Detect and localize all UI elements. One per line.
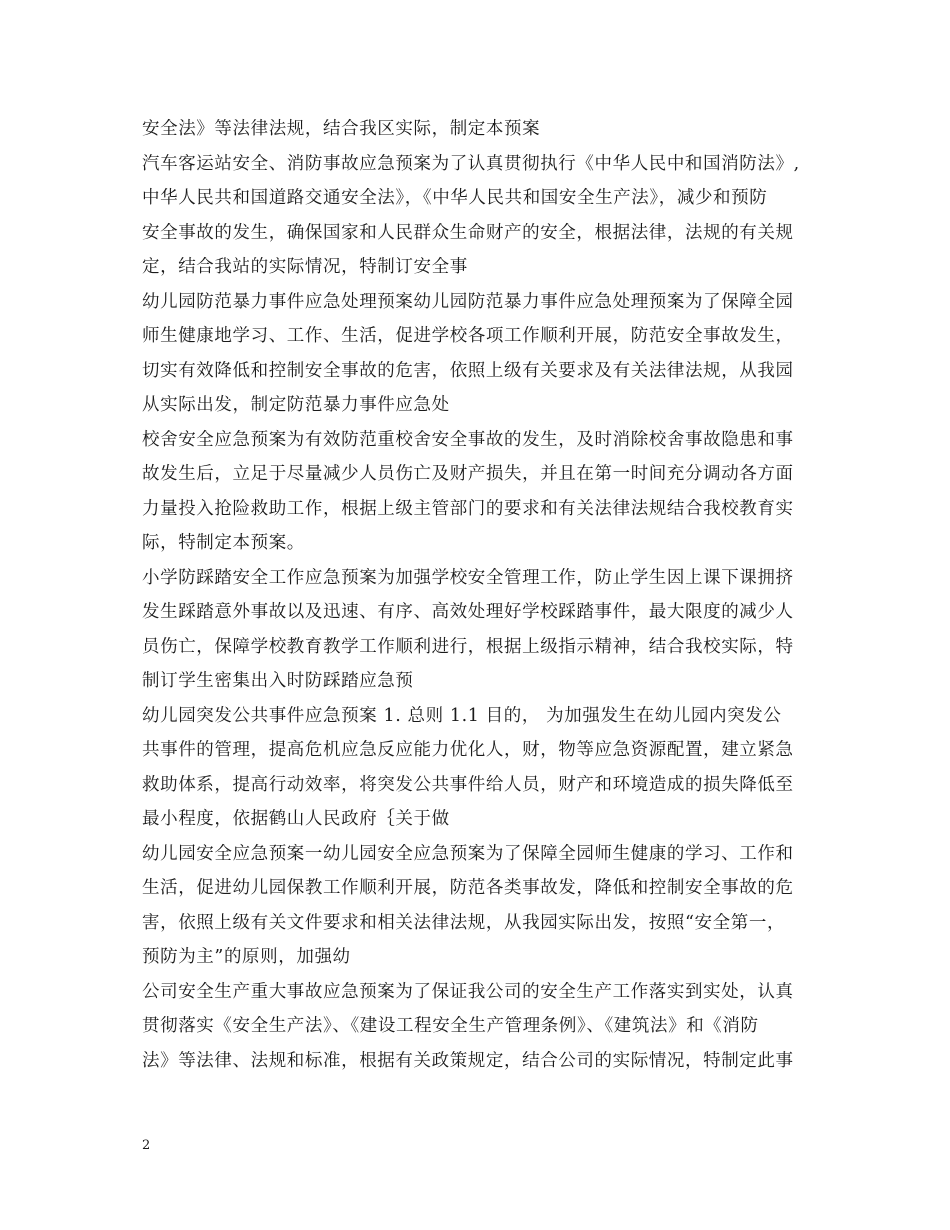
text-line: 安全法》等法律法规，结合我区实际，制定本预案 [142, 119, 541, 139]
document-body [142, 112, 822, 1078]
text-line: 师生健康地学习、工作、生活，促进学校各项工作顺利开展，防范安全事故发生， [142, 326, 794, 346]
text-line: 最小程度，依据鹤山人民政府｛关于做 [142, 809, 450, 829]
page-number: 2 [142, 1138, 151, 1153]
text-line: 预防为主”的原则，加强幼 [142, 947, 351, 967]
text-line: 共事件的管理，提高危机应急反应能力优化人，财，物等应急资源配置，建立紧急 [142, 740, 794, 760]
text-line: 幼儿园防范暴力事件应急处理预案幼儿园防范暴力事件应急处理预案为了保障全园 [142, 291, 794, 312]
text-line: 中华人民共和国道路交通安全法》，《中华人民共和国安全生产法》，减少和预防 [142, 188, 768, 208]
text-line: 公司安全生产重大事故应急预案为了保证我公司的安全生产工作落实到实处，认真 [142, 981, 794, 1002]
text-line: 故发生后，立足于尽量减少人员伤亡及财产损失，并且在第一时间充分调动各方面 [142, 464, 794, 484]
text-line: 际，特制定本预案。 [142, 533, 305, 553]
text-line: 员伤亡，保障学校教育教学工作顺利进行，根据上级指示精神，结合我校实际，特 [142, 636, 794, 657]
text-line: 幼儿园突发公共事件应急预案 1. 总则 1.1 目的， 为加强发生在幼儿园内突发公 [142, 705, 782, 726]
text-line: 贯彻落实《安全生产法》、《建设工程安全生产管理条例》、《建筑法》和《消防 [142, 1016, 759, 1036]
text-line: 发生踩踏意外事故以及迅速、有序、高效处理好学校踩踏事件，最大限度的减少人 [142, 602, 794, 622]
text-line: 法》等法律、法规和标准，根据有关政策规定，结合公司的实际情况，特制定此事 [142, 1050, 794, 1071]
text-line: 救助体系，提高行动效率，将突发公共事件给人员，财产和环境造成的损失降低至 [142, 774, 794, 795]
text-line: 切实有效降低和控制安全事故的危害，依照上级有关要求及有关法律法规，从我园 [142, 360, 794, 381]
text-line: 从实际出发，制定防范暴力事件应急处 [142, 395, 450, 415]
text-line: 定，结合我站的实际情况，特制订安全事 [142, 257, 468, 277]
text-line: 害，依照上级有关文件要求和相关法律法规，从我园实际出发，按照“安全第一， [142, 912, 786, 933]
text-line: 小学防踩踏安全工作应急预案为加强学校安全管理工作，防止学生因上课下课拥挤 [142, 567, 794, 588]
text-line: 生活，促进幼儿园保教工作顺利开展，防范各类事故发，降低和控制安全事故的危 [142, 878, 794, 898]
text-line: 力量投入抢险救助工作，根据上级主管部门的要求和有关法律法规结合我校教育实 [142, 498, 794, 519]
text-line: 制订学生密集出入时防踩踏应急预 [142, 671, 414, 691]
text-line: 汽车客运站安全、消防事故应急预案为了认真贯彻执行《中华人民中和国消防法》, [142, 153, 800, 174]
text-line: 安全事故的发生，确保国家和人民群众生命财产的安全，根据法律，法规的有关规 [142, 222, 794, 243]
text-line: 幼儿园安全应急预案一幼儿园安全应急预案为了保障全园师生健康的学习、工作和 [142, 843, 794, 864]
text-line: 校舍安全应急预案为有效防范重校舍安全事故的发生，及时消除校舍事故隐患和事 [142, 429, 794, 450]
